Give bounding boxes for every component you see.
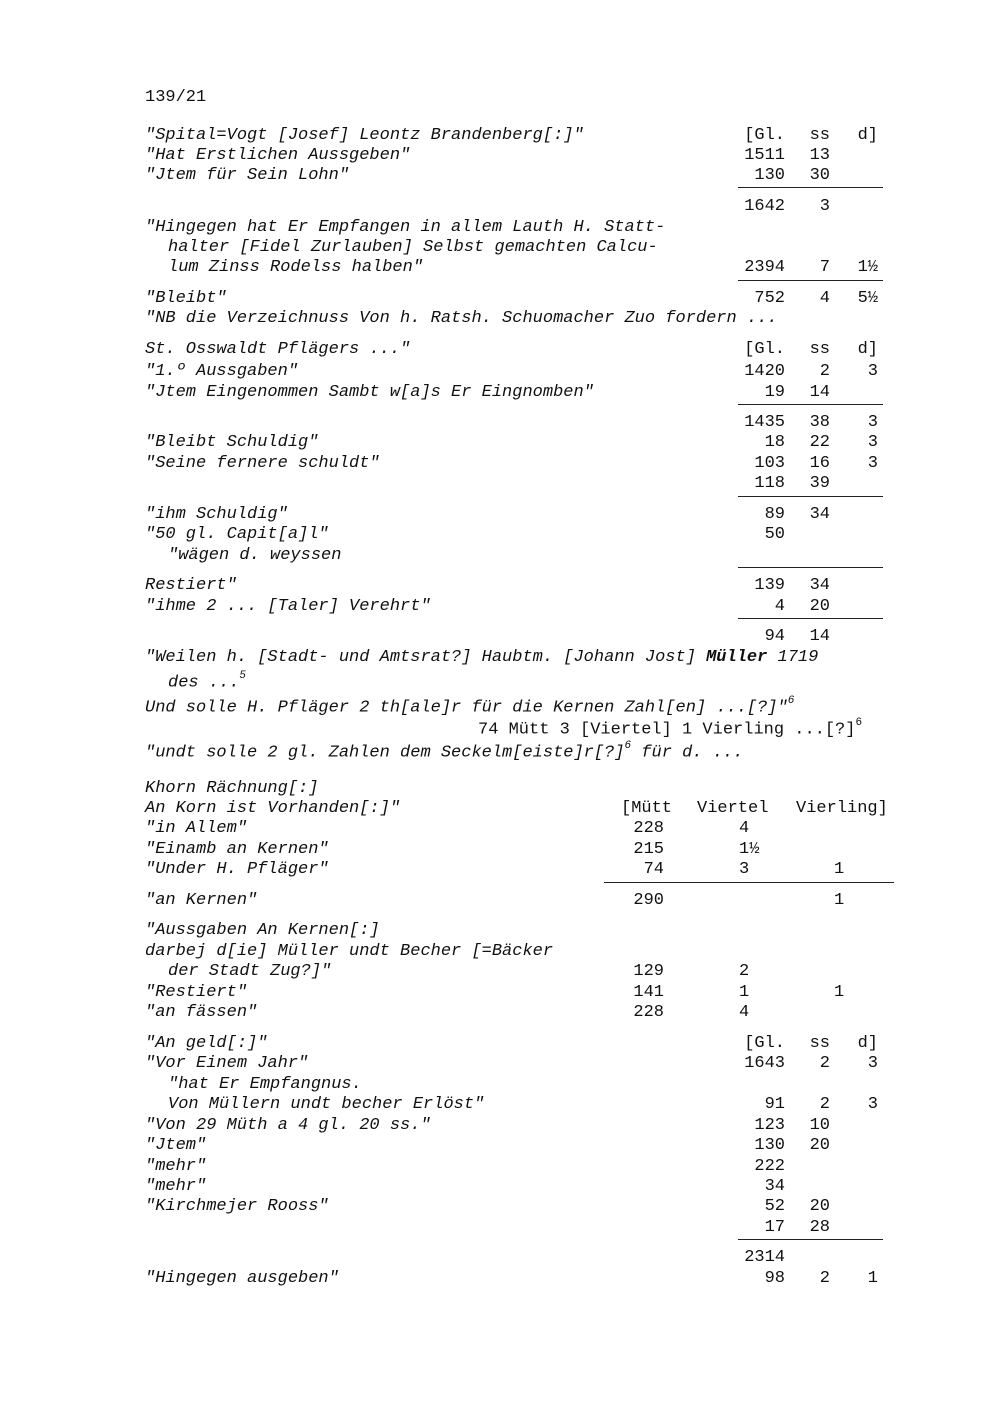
- divider: [738, 1239, 883, 1240]
- khorn-r6-vierling: 1: [834, 891, 845, 910]
- spital-hingegen-1: "Hingegen hat Er Empfangen in allem Lauth H. Statt-: [145, 218, 666, 237]
- osswaldt-r4-gl: 18: [764, 433, 785, 452]
- khorn-r9-viertel: 2: [739, 962, 750, 981]
- khorn-header-viertel: Viertel: [697, 799, 769, 818]
- osswaldt-r4-d: 3: [867, 433, 878, 452]
- osswaldt-sum-d: 3: [867, 413, 878, 432]
- spital-nb: "NB die Verzeichnuss Von h. Ratsh. Schuomacher Zuo fordern ...: [145, 309, 778, 328]
- osswaldt-header-gl: [Gl.: [744, 340, 785, 359]
- khorn-r5-vierling: 1: [834, 860, 845, 879]
- osswaldt-eingenommen: "Jtem Eingenommen Sambt w[a]s Er Eingnomben": [145, 383, 594, 402]
- osswaldt-r5-ss: 16: [809, 454, 830, 473]
- spital-bleibt: "Bleibt": [145, 289, 227, 308]
- osswaldt-r12-gl: 94: [764, 627, 785, 646]
- page-number: 139/21: [145, 88, 207, 107]
- osswaldt-r11-ss: 20: [809, 597, 830, 616]
- khorn-vorhanden: An Korn ist Vorhanden[:]": [145, 799, 401, 818]
- khorn-r5-mutt: 74: [643, 860, 664, 879]
- khorn-r10-vierling: 1: [834, 983, 845, 1002]
- osswaldt-aussgaben: "1.º Aussgaben": [145, 362, 299, 381]
- geld-r11-d: 1: [867, 1269, 878, 1288]
- khorn-an-kernen: "an Kernen": [145, 891, 258, 910]
- osswaldt-seckelmeister-line: [145, 738, 743, 764]
- khorn-einamb: "Einamb an Kernen": [145, 840, 329, 859]
- divider: [738, 618, 883, 619]
- divider: [738, 567, 883, 568]
- spital-b-d: 5½: [857, 289, 878, 308]
- geld-hingegen-ausgeben: "Hingegen ausgeben": [145, 1269, 339, 1288]
- spital-b-ss: 4: [819, 289, 830, 308]
- khorn-r4-mutt: 215: [633, 840, 664, 859]
- osswaldt-r3-gl: 19: [764, 383, 785, 402]
- geld-kirchmejer: "Kirchmejer Rooss": [145, 1197, 329, 1216]
- khorn-r4-viertel: 1½: [739, 840, 760, 859]
- osswaldt-sum-ss: 38: [809, 413, 830, 432]
- name-mueller: Müller: [706, 648, 768, 667]
- khorn-r10-mutt: 141: [633, 983, 664, 1002]
- divider: [738, 187, 883, 188]
- osswaldt-r10-ss: 34: [809, 576, 830, 595]
- seckel-tail: für d. ...: [631, 743, 744, 763]
- osswaldt-capital: "50 gl. Capit[a]l": [145, 525, 329, 544]
- khorn-stadt-zug: der Stadt Zug?]": [168, 962, 332, 981]
- divider: [738, 496, 883, 497]
- spital-sum-ss: 3: [819, 197, 830, 216]
- osswaldt-r2-gl: 1420: [744, 362, 785, 381]
- osswaldt-r6-gl: 118: [754, 474, 785, 493]
- geld-header-gl: [Gl.: [744, 1034, 785, 1053]
- spital-b-gl: 752: [754, 289, 785, 308]
- geld-empfangnus: "hat Er Empfangnus.: [168, 1075, 362, 1094]
- footnote-ref: 6: [787, 695, 795, 707]
- khorn-r9-mutt: 129: [633, 962, 664, 981]
- osswaldt-bleibt-schuldig: "Bleibt Schuldig": [145, 433, 319, 452]
- khorn-an-faessen: "an fässen": [145, 1003, 258, 1022]
- divider: [738, 280, 883, 281]
- geld-r6-ss: 20: [809, 1136, 830, 1155]
- spital-title-line: "Spital=Vogt [Josef] Leontz Brandenberg[:]": [145, 126, 584, 145]
- geld-r8-gl: 34: [764, 1177, 785, 1196]
- spital-header-ss: ss: [809, 126, 830, 145]
- geld-r4-ss: 2: [819, 1095, 830, 1114]
- osswaldt-r7-gl: 89: [764, 505, 785, 524]
- geld-r7-gl: 222: [754, 1157, 785, 1176]
- osswaldt-r7-ss: 34: [809, 505, 830, 524]
- geld-erloest: Von Müllern undt becher Erlöst": [168, 1095, 485, 1114]
- footnote-ref: 5: [239, 670, 247, 682]
- geld-r2-d: 3: [867, 1054, 878, 1073]
- khorn-r3-mutt: 228: [633, 819, 664, 838]
- spital-hingegen-3: lum Zinss Rodelss halben": [168, 258, 424, 277]
- geld-mehr-1: "mehr": [145, 1157, 207, 1176]
- spital-sum-gl: 1642: [744, 197, 785, 216]
- khorn-under-pflaeger: "Under H. Pfläger": [145, 860, 329, 879]
- osswaldt-ihm-schuldig: "ihm Schuldig": [145, 505, 288, 524]
- spital-line-2: "Hat Erstlichen Aussgeben": [145, 146, 411, 165]
- khorn-header-mutt: [Mütt: [621, 799, 673, 818]
- osswaldt-header-ss: ss: [809, 340, 830, 359]
- spital-r2-gl: 130: [754, 166, 785, 185]
- osswaldt-r6-ss: 39: [809, 474, 830, 493]
- geld-vor-einem-jahr: "Vor Einem Jahr": [145, 1054, 309, 1073]
- osswaldt-sum-gl: 1435: [744, 413, 785, 432]
- khorn-r11-viertel: 4: [739, 1003, 750, 1022]
- khorn-aussgaben: "Aussgaben An Kernen[:]: [145, 921, 380, 940]
- osswaldt-muett-line: [478, 715, 862, 741]
- geld-r9-gl: 52: [764, 1197, 785, 1216]
- geld-von-29-mueth: "Von 29 Müth a 4 gl. 20 ss.": [145, 1116, 431, 1135]
- khorn-r5-viertel: 3: [739, 860, 750, 879]
- osswaldt-restiert: Restiert": [145, 576, 237, 595]
- osswaldt-r2-d: 3: [867, 362, 878, 381]
- geld-header-ss: ss: [809, 1034, 830, 1053]
- spital-r2-ss: 30: [809, 166, 830, 185]
- osswaldt-r8-gl: 50: [764, 525, 785, 544]
- spital-r1-ss: 13: [809, 146, 830, 165]
- geld-header-d: d]: [857, 1034, 878, 1053]
- des-text: des ...: [168, 673, 240, 693]
- osswaldt-r5-d: 3: [867, 454, 878, 473]
- osswaldt-r2-ss: 2: [819, 362, 830, 381]
- osswaldt-header-d: d]: [857, 340, 878, 359]
- weilen-year: 1719: [767, 648, 819, 667]
- geld-r5-ss: 10: [809, 1116, 830, 1135]
- osswaldt-r3-ss: 14: [809, 383, 830, 402]
- osswaldt-weilen-line: [145, 648, 818, 668]
- divider: [738, 404, 883, 405]
- geld-r4-d: 3: [867, 1095, 878, 1114]
- khorn-in-allem: "in Allem": [145, 819, 248, 838]
- geld-r5-gl: 123: [754, 1116, 785, 1135]
- geld-r10-ss: 28: [809, 1218, 830, 1237]
- divider: [604, 882, 894, 883]
- spital-header-gl: [Gl.: [744, 126, 785, 145]
- osswaldt-r10-gl: 139: [754, 576, 785, 595]
- geld-sum-gl: 2314: [744, 1248, 785, 1267]
- osswaldt-verehrt: "ihme 2 ... [Taler] Verehrt": [145, 597, 431, 616]
- khorn-r3-viertel: 4: [739, 819, 750, 838]
- geld-r11-ss: 2: [819, 1269, 830, 1288]
- pflaeger-text: Und solle H. Pfläger 2 th[ale]r für die Kernen Zahl[en] ...[?]": [145, 698, 788, 718]
- khorn-restiert: "Restiert": [145, 983, 248, 1002]
- osswaldt-fernere: "Seine fernere schuldt": [145, 454, 380, 473]
- geld-r6-gl: 130: [754, 1136, 785, 1155]
- khorn-darbej: darbej d[ie] Müller undt Becher [=Bäcker: [145, 942, 554, 961]
- spital-h-gl: 2394: [744, 258, 785, 277]
- geld-mehr-2: "mehr": [145, 1177, 207, 1196]
- spital-header-d: d]: [857, 126, 878, 145]
- khorn-r10-viertel: 1: [739, 983, 750, 1002]
- osswaldt-r11-gl: 4: [774, 597, 785, 616]
- osswaldt-r12-ss: 14: [809, 627, 830, 646]
- geld-r11-gl: 98: [764, 1269, 785, 1288]
- osswaldt-des-line: [168, 668, 246, 694]
- footnote-ref: 6: [624, 740, 632, 752]
- spital-r1-gl: 1511: [744, 146, 785, 165]
- khorn-header-vierling: Vierling]: [796, 799, 888, 818]
- seckel-text: "undt solle 2 gl. Zahlen dem Seckelm[eiste]r[?]: [145, 743, 625, 763]
- osswaldt-r5-gl: 103: [754, 454, 785, 473]
- geld-title: "An geld[:]": [145, 1034, 268, 1053]
- geld-r2-gl: 1643: [744, 1054, 785, 1073]
- khorn-r11-mutt: 228: [633, 1003, 664, 1022]
- spital-h-d: 1½: [857, 258, 878, 277]
- weilen-text: "Weilen h. [Stadt- und Amtsrat?] Haubtm. [Johann Jost]: [145, 648, 707, 667]
- geld-r2-ss: 2: [819, 1054, 830, 1073]
- osswaldt-title: St. Osswaldt Pflägers ...": [145, 340, 411, 359]
- khorn-r6-mutt: 290: [633, 891, 664, 910]
- spital-h-ss: 7: [819, 258, 830, 277]
- osswaldt-r4-ss: 22: [809, 433, 830, 452]
- muett-text: 74 Mütt 3 [Viertel] 1 Vierling ...[?]: [478, 720, 856, 740]
- geld-r9-ss: 20: [809, 1197, 830, 1216]
- geld-r10-gl: 17: [764, 1218, 785, 1237]
- spital-line-3: "Jtem für Sein Lohn": [145, 166, 350, 185]
- khorn-title: Khorn Rächnung[:]: [145, 779, 319, 798]
- spital-hingegen-2: halter [Fidel Zurlauben] Selbst gemachten Calcu-: [168, 238, 658, 257]
- osswaldt-waegen: "wägen d. weyssen: [168, 546, 342, 565]
- geld-jtem: "Jtem": [145, 1136, 207, 1155]
- geld-r4-gl: 91: [764, 1095, 785, 1114]
- footnote-ref: 6: [855, 717, 863, 729]
